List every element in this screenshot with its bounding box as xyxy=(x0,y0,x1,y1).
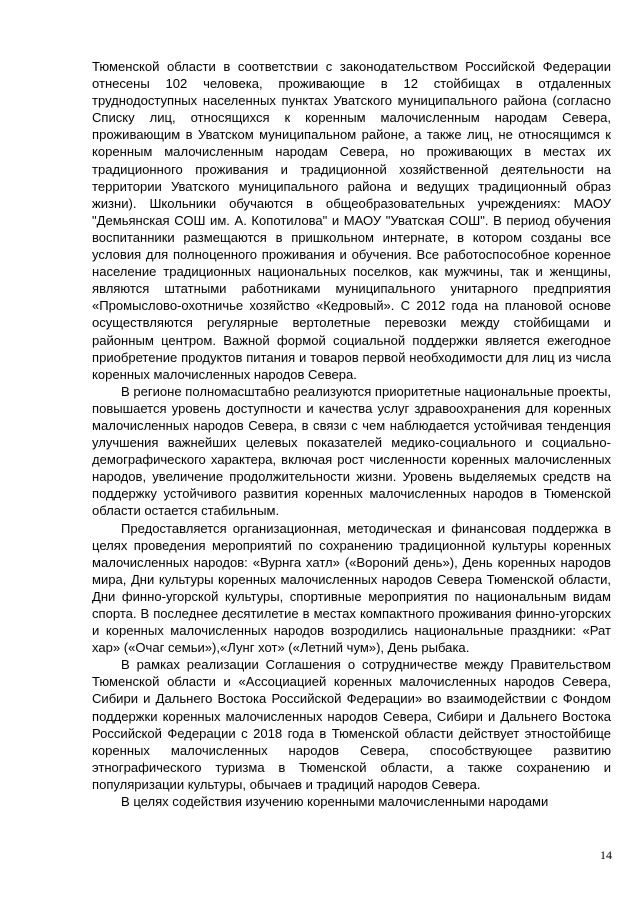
paragraph: Предоставляется организационная, методическая и финансовая поддержка в целях проведения мероприятий по сохранению традиционной культуры коренных малочисленных народов: «Вурнга хатл» («Вороний день»), День коренных народов мира, Дни культуры коренных малочисленных народов Севера Тюменской области, Дни финно-угорской культуры, спортивные мероприятия по национальным видам спорта. В последнее десятилетие в местах компактного проживания финно-угорских и коренных малочисленных народов возродились национальные праздники: «Рат хар» («Очаг семьи»),«Лунг хот» («Летний чум»), День рыбака. xyxy=(92,520,611,656)
paragraph: В рамках реализации Соглашения о сотрудничестве между Правительством Тюменской области и «Ассоциацией коренных малочисленных народов Севера, Сибири и Дальнего Востока Российской Федерации» во взаимодействии с Фондом поддержки коренных малочисленных народов Севера, Сибири и Дальнего Востока Российской Федерации с 2018 года в Тюменской области действует этностойбище коренных малочисленных народов Севера, способствующее развитию этнографического туризма в Тюменской области, а также сохранению и популяризации культуры, обычаев и традиций народов Севера. xyxy=(92,657,611,792)
page-number: 14 xyxy=(600,848,612,862)
paragraph: В целях содействия изучению коренными малочисленными народами xyxy=(121,794,549,810)
paragraph: Тюменской области в соответствии с законодательством Российской Федерации отнесены 102 человека, проживающие в 12 стойбищах в отдаленных труднодоступных населенных пунктах Уватского муниципального района (согласно Списку лиц, относящихся к коренным малочисленным народам Севера, проживающим в Уватском муниципальном районе, а также лиц, не относящимся к коренным малочисленным народам Севера, но проживающих в местах их традиционного проживания и традиционной хозяйственной деятельности на территории Уватского муниципального района и ведущих традиционный образ жизни). Школьники обучаются в общеобразовательных учреждениях: МАОУ "Демьянская СОШ им. А. Копотилова" и МАОУ "Уватская СОШ". В период обучения воспитанники размещаются в пришкольном интернате, в котором созданы все условия для полноценного проживания и обучения. Все работоспособное коренное население традиционных национальных поселков, как мужчины, так и женщины, являются штатными работниками муниципального унитарного предприятия «Промыслово-охотничье хозяйство «Кедровый». С 2012 года на плановой основе осуществляются регулярные вертолетные перевозки между стойбищами и районным центром. Важной формой социальной поддержки является ежегодное приобретение продуктов питания и товаров первой необходимости для лиц из числа коренных малочисленных народов Севера. xyxy=(92,59,611,382)
paragraph: В регионе полномасштабно реализуются приоритетные национальные проекты, повышается уровень доступности и качества услуг здравоохранения для коренных малочисленных народов Севера, в связи с чем наблюдается устойчивая тенденция улучшения важнейших целевых показателей медико-социального и социально-демографического характера, включая рост численности коренных малочисленных народов, увеличение продолжительности жизни. Уровень выделяемых средств на поддержку устойчивого развития коренных малочисленных народов в Тюменской области остается стабильным. xyxy=(92,383,611,519)
document-page xyxy=(92,58,611,810)
